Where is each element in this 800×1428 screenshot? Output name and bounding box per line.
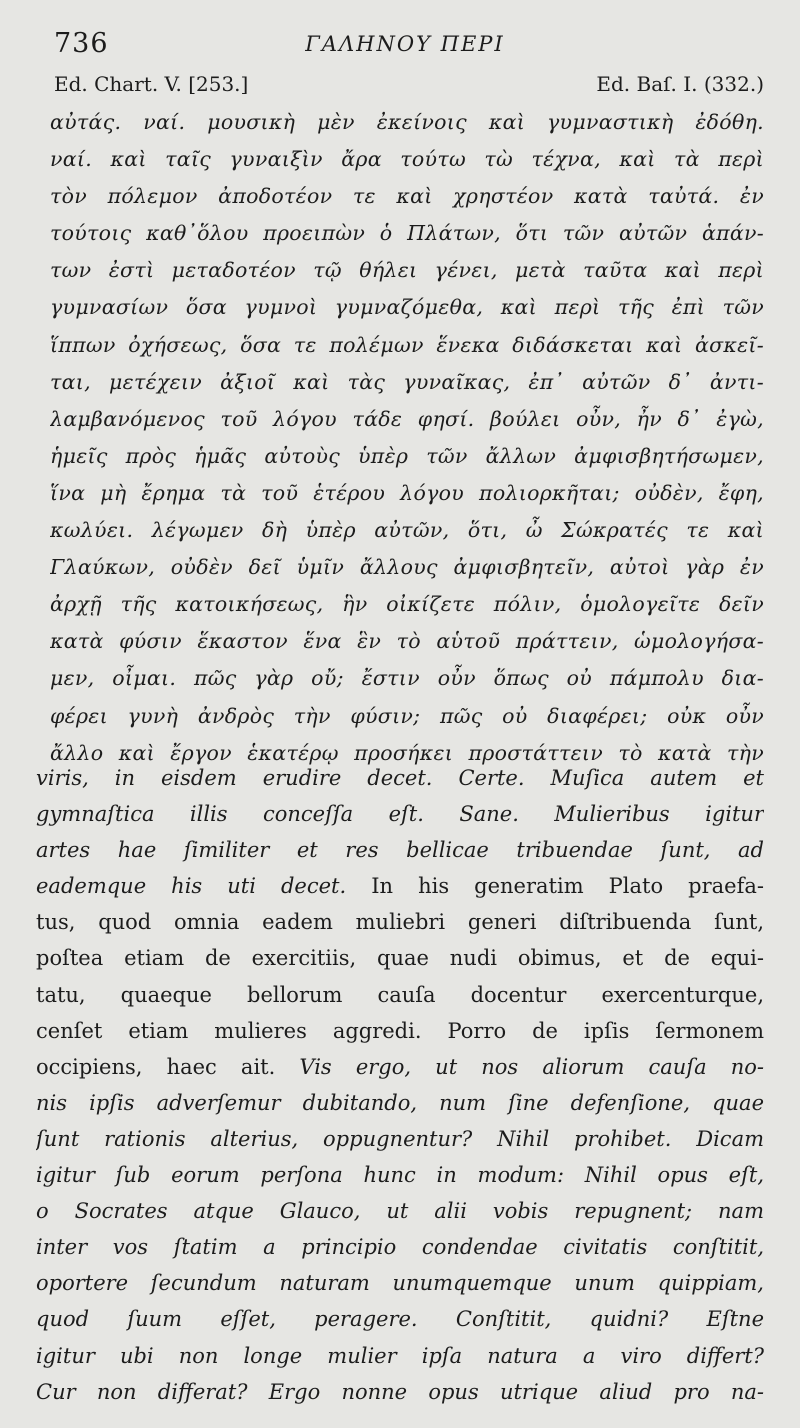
greek-text-line: γυμνασίων ὅσα γυμνοὶ γυμναζόμεθα, καὶ περὶ τῆς ἐπὶ τῶν [50, 295, 764, 320]
greek-text-line: Γλαύκων, οὐδὲν δεῖ ὑμῖν ἄλλους ἀμφισβητεῖν, αὐτοὶ γὰρ ἐν [50, 555, 764, 580]
latin-text-line [36, 1301, 764, 1337]
greek-text-line: ἵππων ὀχήσεως, ὅσα τε πολέμων ἕνεκα διδάσκεται καὶ ἀσκεῖ- [50, 332, 764, 357]
greek-text-line: φέρει γυνὴ ἀνδρὸς τὴν φύσιν; πῶς οὐ διαφέρει; οὐκ οὖν [50, 703, 764, 728]
latin-text-line [36, 1157, 764, 1193]
greek-text-line: ται, μετέχειν ἀξιοῖ καὶ τὰς γυναῖκας, ἐπ᾽ αὐτῶν δ᾽ ἀντι- [50, 369, 764, 394]
greek-text-line: αὐτάς. ναί. μουσικὴ μὲν ἐκείνοις καὶ γυμναστικὴ ἐδόθη. [50, 110, 764, 134]
running-head [50, 26, 760, 66]
latin-text-line [36, 760, 764, 796]
latin-text-segment: gymnaſtica illis conceſſa eſt. Sane. Mulieribus igitur [36, 802, 764, 827]
greek-text-block [50, 104, 764, 772]
latin-text-segment: In his generatim Plato praefa- [371, 874, 764, 899]
greek-text-line: των ἐστὶ μεταδοτέον τῷ θήλει γένει, μετὰ ταῦτα καὶ περὶ [50, 258, 764, 283]
latin-text-line [36, 832, 764, 868]
greek-text-line: ἡμεῖς πρὸς ἡμᾶς αὐτοὺς ὑπὲρ τῶν ἄλλων ἀμφισβητήσωμεν, [50, 443, 764, 468]
greek-text-line: ἄλλο καὶ ἔργον ἑκατέρῳ προσήκει προστάττειν τὸ κατὰ τὴν [50, 740, 764, 765]
latin-text-segment: o Socrates atque Glauco, ut alii vobis repugnent; nam [36, 1199, 764, 1224]
latin-text-segment: oportere ſecundum naturam unumquemque unum quippiam, [36, 1271, 764, 1296]
latin-text-segment: Vis ergo, ut nos aliorum cauſa no- [299, 1054, 764, 1079]
greek-text-line: τὸν πόλεμον ἀποδοτέον τε καὶ χρηστέον κατὰ ταὐτά. ἐν [50, 184, 764, 209]
greek-text-line: ἀρχῇ τῆς κατοικήσεως, ἣν οἰκίζετε πόλιν, ὁμολογεῖτε δεῖν [50, 592, 764, 617]
latin-text-line [36, 977, 764, 1013]
greek-text-line: μεν, οἶμαι. πῶς γὰρ οὔ; ἔστιν οὖν ὅπως οὐ πάμπολυ δια- [50, 666, 764, 691]
greek-text-line: λαμβανόμενος τοῦ λόγου τάδε φησί. βούλει οὖν, ἦν δ᾽ ἐγὼ, [50, 406, 764, 431]
running-title: ΓΑΛΗΝΟΥ ΠΕΡΙ [305, 32, 505, 56]
latin-text-segment: inter vos ſtatim a principio condendae civitatis conſtitit, [36, 1235, 764, 1260]
latin-text-segment: igitur ubi non longe mulier ipſa natura a viro differt? [36, 1343, 764, 1368]
edition-references [50, 72, 764, 102]
latin-text-segment: nis ipſis adverſemur dubitando, num ſine defenſione, quae [36, 1090, 764, 1115]
latin-text-segment: Cur non differat? Ergo nonne opus utrique aliud pro na- [36, 1379, 764, 1404]
latin-text-line [36, 1374, 764, 1410]
latin-text-line [36, 1338, 764, 1374]
latin-text-segment: occipiens, haec ait. [36, 1054, 300, 1079]
latin-text-segment: tatu, quaeque bellorum cauſa docentur exercenturque, [36, 982, 764, 1007]
latin-text-line [36, 1229, 764, 1265]
latin-text-line [36, 1265, 764, 1301]
greek-text-line: ναί. καὶ ταῖς γυναιξὶν ἄρα τούτω τὼ τέχνα, καὶ τὰ περὶ [50, 147, 764, 172]
latin-text-line [36, 796, 764, 832]
latin-text-line [36, 1085, 764, 1121]
latin-text-line [36, 1013, 764, 1049]
latin-text-segment: quod ſuum eſſet, peragere. Conſtitit, quidni? Eſtne [36, 1307, 764, 1332]
latin-text-line [36, 904, 764, 940]
latin-text-segment: igitur ſub eorum perſona hunc in modum: Nihil opus eſt, [36, 1163, 764, 1188]
latin-text-line [36, 1049, 764, 1085]
latin-text-line [36, 868, 764, 904]
latin-translation-block [36, 760, 764, 1410]
latin-text-segment: viris, in eisdem erudire decet. Certe. Muſica autem et [36, 766, 764, 790]
greek-text-line: τούτοις καθ᾽ὅλου προειπὼν ὁ Πλάτων, ὅτι τῶν αὐτῶν ἁπάν- [50, 221, 764, 246]
latin-text-segment: tus, quod omnia eadem muliebri generi diſtribuenda ſunt, [36, 910, 764, 935]
latin-text-line [36, 1121, 764, 1157]
latin-text-segment: eademque his uti decet. [36, 874, 372, 899]
greek-text-line: κατὰ φύσιν ἕκαστον ἕνα ἓν τὸ αὑτοῦ πράττειν, ὡμολογήσα- [50, 629, 764, 654]
greek-text-line: κωλύει. λέγωμεν δὴ ὑπὲρ αὐτῶν, ὅτι, ὦ Σώκρατές τε καὶ [50, 518, 764, 543]
latin-text-line [36, 1193, 764, 1229]
latin-text-line [36, 940, 764, 976]
greek-text-line: ἵνα μὴ ἔρημα τὰ τοῦ ἑτέρου λόγου πολιορκῆται; οὐδὲν, ἔφη, [50, 480, 764, 505]
latin-text-segment: ſunt rationis alterius, oppugnentur? Nihil prohibet. Dicam [36, 1126, 764, 1151]
latin-text-segment: artes hae ſimiliter et res bellicae tribuendae ſunt, ad [36, 838, 764, 863]
edition-reference-chartier: Ed. Chart. V. [253.] [54, 72, 249, 96]
page-number: 736 [54, 28, 109, 59]
latin-text-segment: poſtea etiam de exercitiis, quae nudi obimus, et de equi- [36, 946, 764, 971]
edition-reference-basel: Ed. Baſ. I. (332.) [596, 72, 764, 96]
latin-text-segment: cenſet etiam mulieres aggredi. Porro de ipſis ſermonem [36, 1018, 764, 1043]
